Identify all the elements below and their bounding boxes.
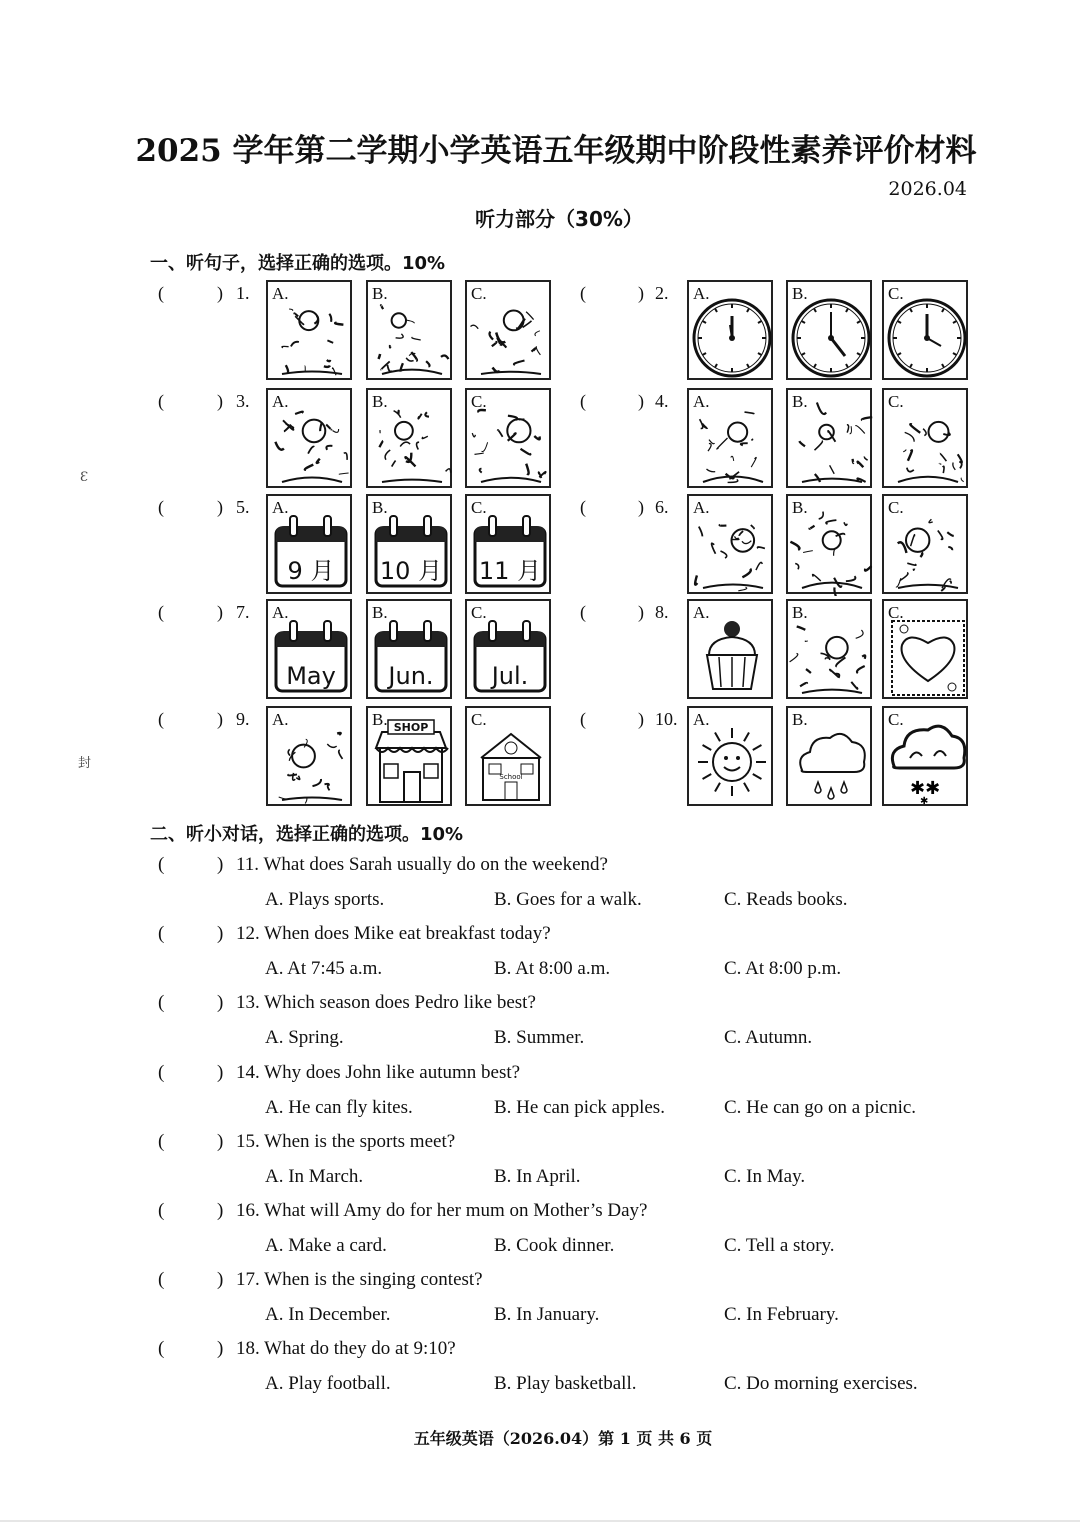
svg-text:✱✱: ✱✱ — [910, 778, 941, 799]
answer-paren-open: ( — [158, 1130, 165, 1152]
answer-option: C. At 8:00 p.m. — [724, 958, 842, 980]
picture-option[interactable] — [882, 706, 968, 806]
exam-title: 2025 学年第二学期小学英语五年级期中阶段性素养评价材料 — [135, 133, 977, 169]
option-label: A. — [693, 498, 710, 517]
answer-paren-open: ( — [580, 391, 586, 411]
answer-option: C. Tell a story. — [724, 1235, 835, 1256]
answer-paren-close: ) — [217, 854, 224, 875]
picture-option[interactable] — [266, 706, 352, 806]
calendar-text: 9 月 — [287, 557, 335, 585]
answer-option: B. Goes for a walk. — [494, 889, 642, 910]
option-label: C. — [471, 498, 487, 517]
option-label: B. — [372, 498, 388, 517]
answer-option: A. Play football. — [265, 1373, 391, 1395]
answer-paren-open: ( — [580, 709, 586, 729]
answer-option: B. Play basketball. — [494, 1373, 637, 1395]
calendar-text: Jun. — [388, 662, 434, 690]
answer-paren-open: ( — [158, 497, 164, 517]
answer-option: B. Summer. — [494, 1027, 585, 1049]
option-label: A. — [693, 284, 710, 303]
answer-paren-close: ) — [217, 497, 223, 517]
question-number: 10. — [655, 709, 678, 729]
picture-option[interactable] — [366, 280, 452, 380]
question-number: 6. — [655, 497, 669, 517]
calendar-text: 11 月 — [478, 557, 542, 585]
answer-option: B. Cook dinner. — [494, 1235, 615, 1256]
option-label: C. — [471, 710, 487, 729]
answer-paren-open: ( — [158, 1269, 165, 1291]
option-label: B. — [792, 284, 808, 303]
answer-paren-open: ( — [158, 992, 165, 1014]
option-label: C. — [888, 710, 904, 729]
answer-paren-close: ) — [217, 391, 223, 411]
option-label: A. — [693, 710, 710, 729]
answer-paren-open: ( — [158, 391, 164, 411]
answer-option: A. Make a card. — [265, 1235, 387, 1256]
page-footer: 五年级英语（2026.04）第 1 页 共 6 页 — [413, 1429, 713, 1448]
answer-option: C. Autumn. — [724, 1027, 813, 1049]
picture-option[interactable] — [882, 388, 968, 488]
question-text: 13. Which season does Pedro like best? — [236, 992, 536, 1014]
option-label: B. — [372, 603, 388, 622]
picture-option[interactable] — [465, 494, 551, 594]
answer-paren-close: ) — [217, 1061, 224, 1083]
calendar-text: May — [286, 662, 336, 690]
picture-option[interactable] — [465, 706, 551, 806]
answer-option: B. At 8:00 a.m. — [494, 958, 611, 980]
option-label: C. — [888, 284, 904, 303]
option-label: A. — [272, 392, 289, 411]
picture-option[interactable] — [882, 280, 968, 380]
answer-option: C. In May. — [724, 1165, 806, 1187]
exam-date: 2026.04 — [888, 178, 967, 200]
answer-option: A. Plays sports. — [265, 889, 385, 910]
answer-paren-open: ( — [158, 602, 164, 622]
answer-paren-open: ( — [580, 283, 586, 303]
answer-paren-open: ( — [158, 709, 164, 729]
option-label: C. — [888, 392, 904, 411]
question-number: 4. — [655, 391, 669, 411]
answer-paren-close: ) — [217, 1130, 224, 1152]
picture-option[interactable] — [687, 599, 773, 699]
shop-sign-text: SHOP — [393, 721, 429, 734]
answer-paren-close: ) — [217, 992, 224, 1014]
option-label: B. — [372, 284, 388, 303]
answer-paren-close: ) — [638, 497, 644, 517]
section-1-heading: 一、听句子，选择正确的选项。10% — [150, 253, 446, 274]
answer-option: C. In February. — [724, 1304, 839, 1326]
picture-option[interactable] — [687, 280, 773, 380]
question-number: 3. — [236, 391, 250, 411]
answer-paren-close: ) — [217, 1338, 224, 1360]
option-label: B. — [792, 392, 808, 411]
picture-option[interactable] — [366, 494, 452, 594]
calendar-text: Jul. — [491, 662, 529, 690]
picture-option[interactable] — [266, 494, 352, 594]
picture-option[interactable] — [465, 388, 551, 488]
picture-option[interactable] — [366, 599, 452, 699]
answer-option: B. In April. — [494, 1165, 581, 1187]
answer-paren-open: ( — [158, 1061, 165, 1083]
question-text: 18. What do they do at 9:10? — [236, 1338, 456, 1360]
option-label: C. — [888, 603, 904, 622]
option-label: B. — [372, 392, 388, 411]
question-number: 8. — [655, 602, 669, 622]
answer-paren-close: ) — [217, 283, 223, 303]
option-label: A. — [272, 603, 289, 622]
section-2-heading: 二、听小对话，选择正确的选项。10% — [150, 824, 464, 845]
question-number: 5. — [236, 497, 250, 517]
answer-paren-open: ( — [158, 283, 164, 303]
option-label: B. — [792, 498, 808, 517]
picture-option[interactable] — [266, 280, 352, 380]
question-number: 7. — [236, 602, 250, 622]
picture-option[interactable] — [366, 388, 452, 488]
answer-option: C. He can go on a picnic. — [724, 1096, 917, 1118]
school-sign-text: School — [499, 773, 523, 781]
answer-paren-open: ( — [158, 1200, 165, 1221]
option-label: B. — [372, 710, 388, 729]
answer-paren-close: ) — [638, 391, 644, 411]
option-label: A. — [272, 710, 289, 729]
listening-part-heading: 听力部分（30%） — [475, 207, 643, 231]
picture-option[interactable] — [465, 599, 551, 699]
answer-paren-close: ) — [217, 1269, 224, 1291]
calendar-text: 10 月 — [379, 557, 443, 585]
answer-option: B. He can pick apples. — [494, 1096, 665, 1118]
picture-option[interactable] — [366, 706, 452, 806]
picture-option[interactable] — [882, 494, 968, 594]
answer-paren-open: ( — [580, 497, 586, 517]
answer-paren-close: ) — [217, 923, 224, 945]
picture-option[interactable] — [786, 599, 872, 699]
answer-option: A. At 7:45 a.m. — [265, 958, 383, 980]
answer-paren-close: ) — [638, 602, 644, 622]
question-number: 9. — [236, 709, 250, 729]
answer-paren-close: ) — [638, 709, 644, 729]
question-text: 14. Why does John like autumn best? — [236, 1061, 521, 1083]
picture-option[interactable] — [687, 388, 773, 488]
answer-paren-open: ( — [158, 1338, 165, 1360]
picture-option[interactable] — [266, 388, 352, 488]
option-label: C. — [471, 603, 487, 622]
option-label: C. — [471, 284, 487, 303]
picture-option[interactable] — [687, 494, 773, 594]
picture-option[interactable] — [266, 599, 352, 699]
answer-paren-open: ( — [158, 854, 165, 875]
option-label: B. — [792, 710, 808, 729]
question-text: 12. When does Mike eat breakfast today? — [236, 923, 551, 945]
question-text: 17. When is the singing contest? — [236, 1269, 483, 1291]
page-bottom-edge — [0, 1520, 1080, 1522]
binding-margin-mark: 封 — [78, 756, 92, 771]
option-label: A. — [693, 603, 710, 622]
answer-paren-close: ) — [217, 602, 223, 622]
picture-option[interactable] — [786, 280, 872, 380]
picture-option[interactable] — [882, 599, 968, 699]
picture-option[interactable] — [687, 706, 773, 806]
binding-margin-mark: Ɛ — [80, 470, 89, 485]
answer-paren-close: ) — [217, 709, 223, 729]
answer-paren-open: ( — [580, 602, 586, 622]
answer-option: A. He can fly kites. — [265, 1096, 413, 1118]
question-text: 11. What does Sarah usually do on the weekend? — [236, 854, 608, 875]
option-label: A. — [272, 498, 289, 517]
answer-option: A. In December. — [265, 1304, 391, 1326]
answer-option: C. Do morning exercises. — [724, 1373, 918, 1395]
question-number: 2. — [655, 283, 669, 303]
picture-option[interactable] — [465, 280, 551, 380]
question-text: 15. When is the sports meet? — [236, 1130, 456, 1152]
answer-paren-close: ) — [217, 1200, 224, 1221]
option-label: C. — [888, 498, 904, 517]
answer-paren-open: ( — [158, 923, 165, 945]
answer-paren-close: ) — [638, 283, 644, 303]
picture-option[interactable] — [786, 388, 872, 488]
question-text: 16. What will Amy do for her mum on Mother’s Day? — [236, 1200, 648, 1221]
svg-text:✱: ✱ — [920, 796, 929, 807]
picture-option[interactable] — [786, 494, 872, 594]
answer-option: A. In March. — [265, 1165, 364, 1187]
answer-option: C. Reads books. — [724, 889, 848, 910]
question-number: 1. — [236, 283, 250, 303]
option-label: A. — [272, 284, 289, 303]
picture-option[interactable] — [786, 706, 872, 806]
option-label: A. — [693, 392, 710, 411]
answer-option: A. Spring. — [265, 1027, 344, 1049]
option-label: B. — [792, 603, 808, 622]
answer-option: B. In January. — [494, 1304, 600, 1326]
option-label: C. — [471, 392, 487, 411]
